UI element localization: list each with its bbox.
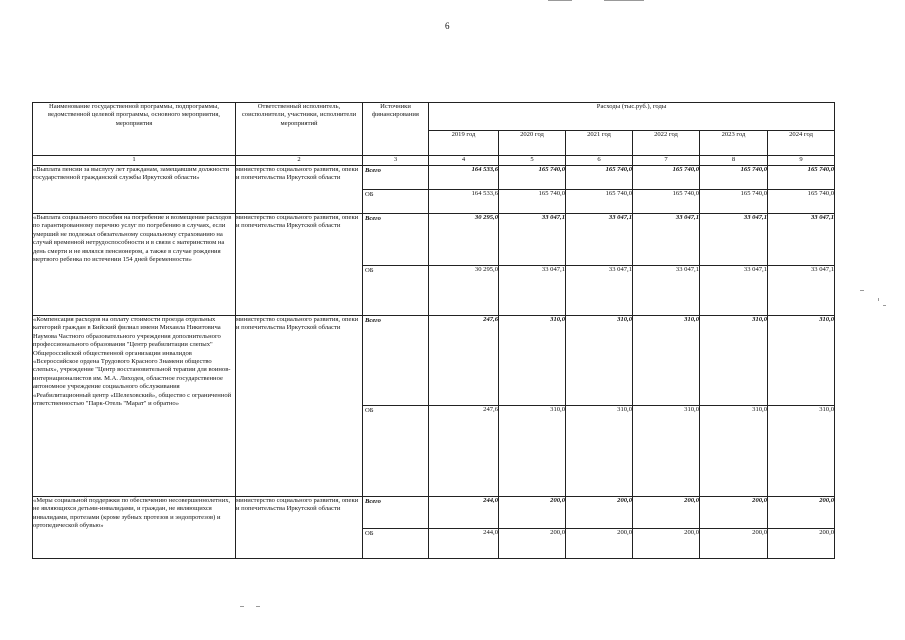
ob-value: 33 047,1 [768, 266, 835, 316]
total-value: 310,0 [768, 316, 835, 406]
ob-value: 247,6 [429, 406, 499, 497]
row-name: «Компенсация расходов на оплату стоимости проезда отдельных категорий граждан в Бийский филиал имени Михаила Никитовича Наумова Частного образовательного учреждения дополнительного профессионального образования "Центр реабилитации слепых" Общероссийской общественной организации инвалидов «Всероссийское ордена Трудового Красного Знамени общество слепых», учреждение "Центр восстановительной терапии для воинов-интернационалистов им. М.А. Лиходея, областное государственное автономное учреждение социального обслуживания «Реабилитационный центр «Шелеховский», общество с ограниченной ответственностью "Парк-Отель "Марат" и обратно» [33, 316, 236, 497]
source-total-label: Всего [365, 498, 381, 505]
ob-value: 33 047,1 [566, 266, 633, 316]
total-value: 33 047,1 [633, 214, 700, 266]
index-cell: 2 [236, 156, 363, 166]
total-value: 165 740,0 [633, 166, 700, 190]
source-total-label: Всего [365, 317, 381, 324]
total-value: 310,0 [700, 316, 768, 406]
row-executor: министерство социального развития, опеки и попечительства Иркутской области [236, 497, 363, 559]
source-total [363, 316, 429, 406]
ob-value: 200,0 [700, 529, 768, 559]
header-year: 2020 год [499, 131, 566, 156]
source-total [363, 497, 429, 529]
row-executor: министерство социального развития, опеки и попечительства Иркутской области [236, 316, 363, 497]
total-value: 33 047,1 [499, 214, 566, 266]
row-name: «Меры социальной поддержки по обеспечению несовершеннолетних, не являющихся детьми-инвалидами, и граждан, не являющихся инвалидами, протезами (кроме зубных протезов и эндопротезов) и ортопедической обувью» [33, 497, 236, 559]
header-year: 2022 год [633, 131, 700, 156]
ob-value: 200,0 [768, 529, 835, 559]
total-value: 165 740,0 [499, 166, 566, 190]
total-value: 30 295,0 [429, 214, 499, 266]
index-cell: 9 [768, 156, 835, 166]
ob-value: 164 533,6 [429, 190, 499, 214]
total-value: 33 047,1 [566, 214, 633, 266]
total-value: 33 047,1 [700, 214, 768, 266]
index-cell: 4 [429, 156, 499, 166]
source-total-label: Всего [365, 167, 381, 174]
header-name: Наименование государственной программы, подпрограммы, ведомственной целевой программы, основного мероприятия, мероприятия [33, 103, 236, 156]
total-value: 200,0 [768, 497, 835, 529]
ob-value: 200,0 [633, 529, 700, 559]
total-value: 200,0 [499, 497, 566, 529]
header-year: 2019 год [429, 131, 499, 156]
source-total-label: Всего [365, 215, 381, 222]
scan-mark [604, 0, 644, 1]
scan-mark [548, 0, 572, 1]
expenses-table [32, 102, 835, 559]
total-value: 165 740,0 [566, 166, 633, 190]
ob-value: 33 047,1 [700, 266, 768, 316]
total-value: 310,0 [566, 316, 633, 406]
index-cell: 5 [499, 156, 566, 166]
source-ob: ОБ [363, 190, 429, 214]
scan-mark [256, 606, 260, 607]
header-expenses: Расходы (тыс.руб.), годы [429, 103, 835, 131]
total-value: 165 740,0 [768, 166, 835, 190]
total-value: 310,0 [633, 316, 700, 406]
scan-mark [878, 298, 879, 301]
total-value: 310,0 [499, 316, 566, 406]
total-value: 164 533,6 [429, 166, 499, 190]
source-ob: ОБ [363, 529, 429, 559]
source-total [363, 166, 429, 190]
header-year: 2021 год [566, 131, 633, 156]
ob-value: 310,0 [633, 406, 700, 497]
scan-mark [883, 305, 886, 306]
index-cell: 8 [700, 156, 768, 166]
ob-value: 165 740,0 [499, 190, 566, 214]
table-row [33, 497, 835, 529]
header-year: 2023 год [700, 131, 768, 156]
row-executor: министерство социального развития, опеки и попечительства Иркутской области [236, 214, 363, 316]
index-cell: 6 [566, 156, 633, 166]
page-number: 6 [445, 21, 450, 31]
ob-value: 200,0 [566, 529, 633, 559]
ob-value: 165 740,0 [566, 190, 633, 214]
ob-value: 165 740,0 [633, 190, 700, 214]
scan-mark [860, 290, 864, 291]
ob-value: 33 047,1 [633, 266, 700, 316]
source-ob: ОБ [363, 266, 429, 316]
total-value: 247,6 [429, 316, 499, 406]
ob-value: 200,0 [499, 529, 566, 559]
source-total [363, 214, 429, 266]
ob-value: 244,0 [429, 529, 499, 559]
total-value: 33 047,1 [768, 214, 835, 266]
ob-value: 33 047,1 [499, 266, 566, 316]
source-ob: ОБ [363, 406, 429, 497]
total-value: 200,0 [633, 497, 700, 529]
ob-value: 310,0 [566, 406, 633, 497]
row-name: «Выплата пенсии за выслугу лет гражданам, замещавшим должности государственной гражданской службы Иркутской области» [33, 166, 236, 214]
index-cell: 7 [633, 156, 700, 166]
total-value: 165 740,0 [700, 166, 768, 190]
table-row [33, 166, 835, 190]
header-year: 2024 год [768, 131, 835, 156]
total-value: 244,0 [429, 497, 499, 529]
ob-value: 310,0 [700, 406, 768, 497]
total-value: 200,0 [566, 497, 633, 529]
ob-value: 310,0 [768, 406, 835, 497]
table-row [33, 316, 835, 406]
table-row [33, 214, 835, 266]
header-source: Источники финансирования [363, 103, 429, 156]
ob-value: 310,0 [499, 406, 566, 497]
row-executor: министерство социального развития, опеки и попечительства Иркутской области [236, 166, 363, 214]
index-cell: 3 [363, 156, 429, 166]
header-executor: Ответственный исполнитель, соисполнители, участники, исполнители мероприятий [236, 103, 363, 156]
ob-value: 165 740,0 [768, 190, 835, 214]
index-cell: 1 [33, 156, 236, 166]
ob-value: 165 740,0 [700, 190, 768, 214]
ob-value: 30 295,0 [429, 266, 499, 316]
total-value: 200,0 [700, 497, 768, 529]
scan-mark [240, 606, 244, 607]
row-name: «Выплата социального пособия на погребение и возмещение расходов по гарантированному перечню услуг по погребению в случаях, если умерший не подлежал обязательному социальному страхованию на случай временной нетрудоспособности и в связи с материнством на день смерти и не являлся пенсионером, а также в случае рождения мертвого ребенка по истечении 154 дней беременности» [33, 214, 236, 316]
